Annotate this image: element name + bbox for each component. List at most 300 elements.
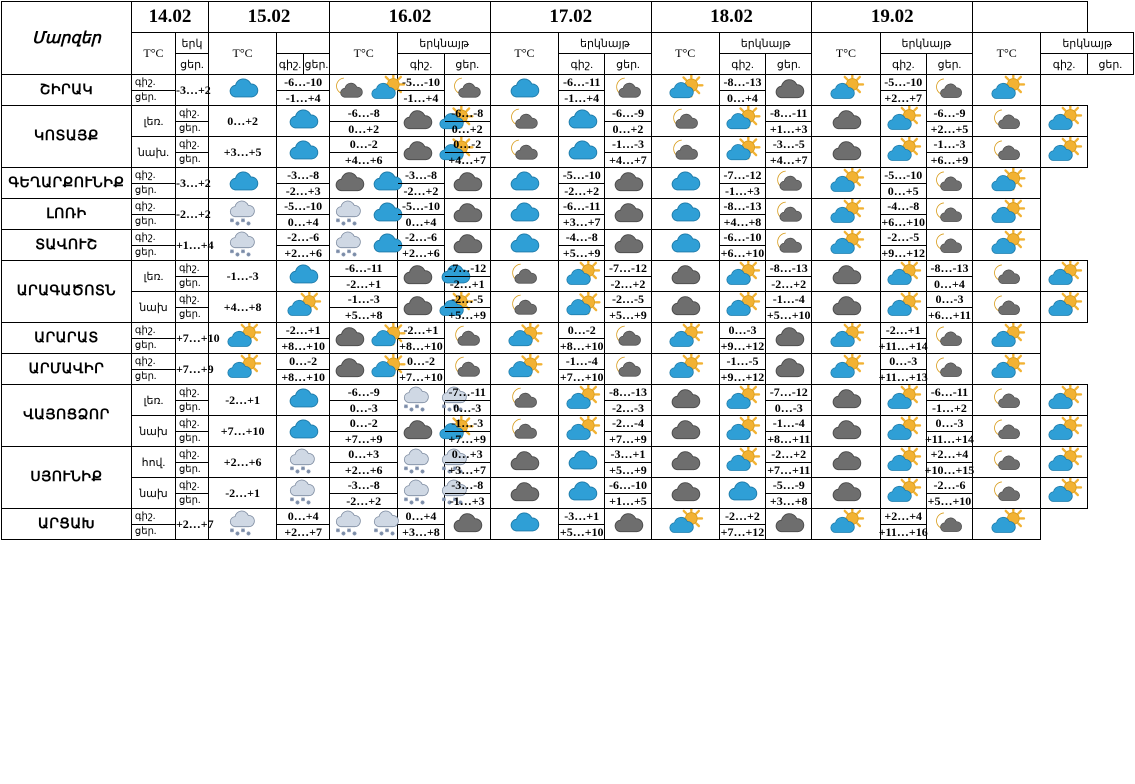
temp-cell: -1…-3 +7…+9: [444, 416, 490, 447]
weather-icon-cell: [812, 416, 880, 447]
weather-icon-cell: [651, 447, 719, 478]
temp-cell: -2…-5 +5…+9: [605, 292, 651, 323]
temp-cell: -1…-3 +6…+9: [926, 137, 972, 168]
weather-icon-cell: [559, 106, 605, 137]
weather-icon-cell: [719, 447, 765, 478]
daynight-labels: [131, 75, 175, 106]
sky-header-2: երկնայթ: [398, 33, 490, 54]
table-row: [2, 261, 1134, 292]
weather-icon-cell: [398, 292, 444, 323]
weather-icon-cell: [719, 106, 765, 137]
sub-region-label: լեռ.: [131, 385, 175, 416]
night-label-2: գիշ.: [398, 54, 444, 75]
daynight-labels: [175, 416, 208, 447]
region-name-cell: ՏԱՎՈՒՇ: [2, 230, 132, 261]
region-name-cell: ԿՈՏԱՅՔ: [2, 106, 132, 168]
night-label: գիշ.: [178, 293, 200, 305]
weather-icon-cell: [277, 292, 330, 323]
night-label: գիշ.: [134, 169, 156, 181]
weather-icon-cell: [812, 292, 880, 323]
weather-icon-cell: [766, 168, 812, 199]
temp-cell: 0…+3 +3…+7: [444, 447, 490, 478]
temp-cell: -6…-11 -1…+2: [926, 385, 972, 416]
weather-icon-cell: [973, 354, 1041, 385]
temp-cell: -1…-3: [208, 261, 276, 292]
sky-header-4: երկնայթ: [719, 33, 811, 54]
temp-cell: -5…-10 0…+4: [277, 199, 330, 230]
temp-cell: -8…-13 0…+4: [719, 75, 765, 106]
weather-icon-cell: [277, 478, 330, 509]
temp-cell: -3…-5 +4…+7: [766, 137, 812, 168]
date-header-4: 18.02: [651, 2, 812, 33]
weather-icon-cell: [880, 292, 926, 323]
weather-icon-cell: [766, 354, 812, 385]
temp-cell: +2…+6: [208, 447, 276, 478]
daynight-labels: [175, 447, 208, 478]
temp-cell: -6…-9 +2…+5: [926, 106, 972, 137]
weather-icon-cell: [926, 509, 972, 540]
temp-cell: -2…-4 +7…+9: [605, 416, 651, 447]
weather-icon-cell: [208, 199, 276, 230]
temp-cell: 0…-2 +4…+6: [330, 137, 398, 168]
night-label: գիշ.: [178, 479, 200, 491]
day-label: ցեր.: [178, 154, 201, 166]
table-row: [2, 509, 1134, 540]
day-label-2: ցեր.: [444, 54, 490, 75]
weather-icon-cell: [605, 168, 651, 199]
temp-cell: -3…+2: [175, 168, 208, 199]
day-label-4: ցեր.: [766, 54, 812, 75]
temp-cell: -3…-8 -2…+3: [277, 168, 330, 199]
weather-icon-cell: [651, 478, 719, 509]
temp-cell: 0…-2 +7…+9: [330, 416, 398, 447]
temp-cell: -8…-13 +4…+8: [719, 199, 765, 230]
temp-cell: -7…-12 0…-3: [766, 385, 812, 416]
temp-cell: -5…-10 0…+5: [880, 168, 926, 199]
weather-icon-cell: [973, 416, 1041, 447]
weather-icon-cell: [926, 323, 972, 354]
temp-header-4: T°C: [651, 33, 719, 75]
night-label: գիշ.: [134, 510, 156, 522]
temp-cell: -7…-12 -2…+1: [444, 261, 490, 292]
day-label-0: ցեր.: [175, 54, 208, 75]
temp-cell: -3…+1 +5…+10: [559, 509, 604, 539]
night-label: գիշ.: [178, 262, 200, 274]
temp-cell: -1…-4 +5…+10: [766, 292, 811, 322]
daynight-labels: [131, 230, 175, 261]
temp-cell: -1…-4 +7…+10: [559, 354, 604, 384]
weather-icon-cell: [880, 261, 926, 292]
sub-region-label: նախ.: [131, 137, 175, 168]
weather-icon-cell: [444, 168, 490, 199]
temp-cell: +2…+4 +11…+16: [878, 509, 928, 539]
weather-icon-cell: [490, 292, 558, 323]
temp-cell: -2…+1 +11…+14: [878, 323, 928, 353]
temp-cell: -3…-8 -1…+3: [444, 478, 490, 509]
weather-icon-cell: [926, 168, 972, 199]
weather-icon-cell: [651, 106, 719, 137]
weather-icon-cell: [559, 447, 605, 478]
temp-header-3: T°C: [490, 33, 558, 75]
temp-cell: -4…-8 +5…+9: [559, 230, 605, 261]
weather-icon-cell: [973, 323, 1041, 354]
weather-icon-cell: [651, 75, 719, 106]
daynight-labels: [175, 478, 208, 509]
temp-cell: -6…-10 -1…+4: [277, 75, 330, 106]
temp-cell: -5…-10 0…+4: [398, 199, 444, 230]
weather-icon-cell: [1041, 447, 1087, 478]
temp-header-1: T°C: [208, 33, 276, 75]
day-label: ցեր.: [134, 216, 157, 228]
day-label: ցեր.: [134, 340, 157, 352]
region-name-cell: ՎԱՅՈՑՁՈՐ: [2, 385, 132, 447]
sub-region-label: նախ: [131, 292, 175, 323]
sub-region-label: լեռ.: [131, 261, 175, 292]
temp-cell: -2…+1 +8…+10: [277, 323, 330, 354]
temp-cell: -8…-11 +1…+3: [766, 106, 812, 137]
weather-icon-cell: [398, 478, 444, 509]
temp-cell: -3…+1 +5…+9: [605, 447, 651, 478]
night-label: գիշ.: [134, 231, 156, 243]
day-label: ցեր.: [178, 309, 201, 321]
weather-icon-cell: [651, 137, 719, 168]
night-label: գիշ.: [178, 386, 200, 398]
temp-cell: 0…-3 +11…+14: [924, 416, 974, 446]
region-title-cell: [2, 2, 132, 75]
weather-icon-cell: [766, 199, 812, 230]
weather-forecast-table: [1, 1, 1134, 540]
night-label: գիշ.: [134, 200, 156, 212]
sub-region-label: հով.: [131, 447, 175, 478]
temp-cell: -2…-5 +5…+9: [444, 292, 490, 323]
weather-icon-cell: [880, 416, 926, 447]
night-label-6: գիշ.: [1041, 54, 1087, 75]
temp-cell: -3…-8 -2…+2: [330, 478, 398, 509]
temp-cell: -8…-13 0…+4: [926, 261, 972, 292]
daynight-labels: [175, 261, 208, 292]
date-header-6: [973, 2, 1088, 33]
weather-icon-cell: [973, 199, 1041, 230]
temp-cell: -5…-10 +2…+7: [880, 75, 926, 106]
weather-icon-cell: [812, 199, 880, 230]
weather-icon-cell: [559, 385, 605, 416]
weather-icon-cell: [208, 509, 276, 540]
table-row: [2, 323, 1134, 354]
sky-header-0: երկ: [175, 33, 208, 54]
weather-icon-cell: [812, 230, 880, 261]
temp-cell: 0…+4 +2…+7: [277, 509, 330, 540]
weather-icon-cell: [277, 385, 330, 416]
weather-icon-cell: [973, 292, 1041, 323]
weather-icon-cell: [559, 478, 605, 509]
temp-cell: -6…-9 0…+2: [605, 106, 651, 137]
weather-icon-cell: [398, 447, 444, 478]
temp-cell: +3…+5: [208, 137, 276, 168]
table-row: [2, 385, 1134, 416]
weather-icon-cell: [651, 261, 719, 292]
weather-icon-cell: [719, 261, 765, 292]
weather-icon-cell: [277, 447, 330, 478]
day-label: ցեր.: [134, 185, 157, 197]
temp-cell: -8…-13 -2…+2: [766, 261, 812, 292]
weather-icon-cell: [330, 509, 398, 540]
date-header-3: 17.02: [490, 2, 651, 33]
weather-icon-cell: [973, 168, 1041, 199]
weather-icon-cell: [330, 230, 398, 261]
weather-icon-cell: [1041, 261, 1087, 292]
temp-cell: -2…+2: [175, 199, 208, 230]
weather-icon-cell: [1041, 106, 1087, 137]
temp-cell: -6…-8 0…+2: [330, 106, 398, 137]
weather-icon-cell: [490, 416, 558, 447]
temp-cell: -5…-9 +3…+8: [766, 478, 812, 509]
weather-icon-cell: [1041, 385, 1087, 416]
weather-icon-cell: [766, 323, 812, 354]
temp-cell: -6…-11 -1…+4: [559, 75, 605, 106]
table-row: [2, 199, 1134, 230]
night-label: գիշ.: [178, 138, 200, 150]
weather-icon-cell: [812, 106, 880, 137]
date-header-0: 14.02: [131, 2, 208, 33]
temp-cell: -2…+2 +7…+12: [720, 509, 765, 539]
weather-icon-cell: [651, 509, 719, 540]
day-label: ցեր.: [178, 402, 201, 414]
header-row-dates: [2, 2, 1134, 33]
temp-cell: -2…-6 +5…+10: [927, 478, 972, 508]
weather-icon-cell: [490, 168, 558, 199]
temp-cell: -7…-12 -2…+2: [605, 261, 651, 292]
weather-icon-cell: [651, 292, 719, 323]
temp-cell: -3…-8 -2…+2: [398, 168, 444, 199]
weather-icon-cell: [812, 354, 880, 385]
table-row: [2, 354, 1134, 385]
weather-icon-cell: [490, 323, 558, 354]
temp-cell: +2…+4 +10…+15: [924, 447, 975, 477]
table-row: [2, 75, 1134, 106]
day-label: ցեր.: [178, 464, 201, 476]
temp-cell: -3…+2: [175, 75, 208, 106]
weather-icon-cell: [277, 137, 330, 168]
weather-icon-cell: [559, 261, 605, 292]
weather-icon-cell: [973, 137, 1041, 168]
weather-icon-cell: [490, 137, 558, 168]
weather-icon-cell: [651, 416, 719, 447]
temp-cell: -4…-8 +6…+10: [881, 199, 926, 229]
weather-icon-cell: [880, 447, 926, 478]
sky-header-1: [277, 33, 330, 54]
weather-icon-cell: [926, 230, 972, 261]
temp-cell: -1…-5 +9…+12: [720, 354, 765, 384]
temp-cell: -2…+1: [208, 478, 276, 509]
temp-cell: -8…-13 -2…-3: [605, 385, 651, 416]
day-label: ցեր.: [134, 371, 157, 383]
weather-icon-cell: [651, 230, 719, 261]
weather-icon-cell: [880, 137, 926, 168]
weather-icon-cell: [277, 261, 330, 292]
weather-icon-cell: [559, 416, 605, 447]
night-label: գիշ.: [178, 448, 200, 460]
night-label: գիշ.: [178, 417, 200, 429]
weather-icon-cell: [973, 75, 1041, 106]
weather-icon-cell: [651, 199, 719, 230]
weather-icon-cell: [812, 168, 880, 199]
weather-icon-cell: [812, 137, 880, 168]
date-header-5: 19.02: [812, 2, 973, 33]
weather-icon-cell: [398, 416, 444, 447]
weather-icon-cell: [719, 137, 765, 168]
region-name-cell: ԱՐԱՐԱՏ: [2, 323, 132, 354]
daynight-labels: [131, 199, 175, 230]
temp-cell: 0…-3 +11…+13: [878, 354, 928, 384]
night-label-4: գիշ.: [719, 54, 765, 75]
weather-icon-cell: [880, 106, 926, 137]
weather-icon-cell: [719, 292, 765, 323]
weather-icon-cell: [973, 478, 1041, 509]
weather-icon-cell: [719, 416, 765, 447]
weather-icon-cell: [1041, 416, 1087, 447]
weather-icon-cell: [605, 230, 651, 261]
weather-icon-cell: [605, 323, 651, 354]
weather-icon-cell: [973, 385, 1041, 416]
weather-icon-cell: [973, 230, 1041, 261]
weather-icon-cell: [719, 478, 765, 509]
weather-icon-cell: [1041, 137, 1087, 168]
region-name-cell: ԱՐՄԱՎԻՐ: [2, 354, 132, 385]
temp-cell: -2…+2 +7…+11: [767, 447, 811, 477]
date-header-2: 16.02: [330, 2, 491, 33]
weather-icon-cell: [812, 261, 880, 292]
region-title-label: Մարզեր: [32, 30, 101, 47]
table-row: [2, 416, 1134, 447]
weather-icon-cell: [208, 75, 276, 106]
weather-icon-cell: [398, 261, 444, 292]
weather-icon-cell: [605, 509, 651, 540]
daynight-labels: [131, 509, 175, 540]
temp-cell: +7…+9: [175, 354, 208, 385]
header-row-subtype: [2, 33, 1134, 54]
weather-icon-cell: [605, 199, 651, 230]
temp-header-5: T°C: [812, 33, 880, 75]
temp-cell: 0…-2 +8…+10: [277, 354, 330, 385]
temp-cell: -2…+1 +8…+10: [399, 323, 443, 353]
weather-icon-cell: [812, 478, 880, 509]
sky-header-5: երկնայթ: [880, 33, 972, 54]
weather-icon-cell: [330, 354, 398, 385]
daynight-labels: [175, 106, 208, 137]
day-label-3: ցեր.: [605, 54, 651, 75]
weather-icon-cell: [605, 354, 651, 385]
sky-header-6: երկնայթ: [1041, 33, 1134, 54]
weather-icon-cell: [973, 261, 1041, 292]
temp-cell: -6…-10 +6…+10: [720, 230, 765, 260]
weather-icon-cell: [490, 75, 558, 106]
daynight-labels: [175, 292, 208, 323]
weather-icon-cell: [444, 323, 490, 354]
daynight-labels: [131, 354, 175, 385]
table-row: [2, 106, 1134, 137]
weather-icon-cell: [398, 137, 444, 168]
temp-cell: -1…-3 +5…+8: [330, 292, 398, 323]
temp-cell: +2…+7: [175, 509, 208, 540]
weather-icon-cell: [973, 106, 1041, 137]
sky-sub-1: գիշ. ցեր.: [277, 54, 330, 75]
temp-cell: -6…-9 0…-3: [330, 385, 398, 416]
daynight-labels: [131, 168, 175, 199]
weather-icon-cell: [444, 199, 490, 230]
temp-cell: 0…-2 +4…+7: [444, 137, 490, 168]
weather-icon-cell: [277, 106, 330, 137]
region-name-cell: ԱՐՑԱԽ: [2, 509, 132, 540]
weather-icon-cell: [926, 354, 972, 385]
weather-icon-cell: [398, 106, 444, 137]
temp-cell: +7…+10: [208, 416, 276, 447]
temp-cell: 0…-2 +7…+10: [399, 354, 443, 384]
weather-icon-cell: [490, 385, 558, 416]
night-label-3: գիշ.: [559, 54, 605, 75]
weather-icon-cell: [490, 447, 558, 478]
table-row: [2, 137, 1134, 168]
temp-cell: +1…+4: [175, 230, 208, 261]
temp-cell: -5…-10 -2…+2: [559, 168, 605, 199]
weather-icon-cell: [973, 447, 1041, 478]
region-name-cell: ԼՈՌԻ: [2, 199, 132, 230]
temp-cell: +7…+10: [175, 323, 208, 354]
table-row: [2, 230, 1134, 261]
weather-icon-cell: [208, 168, 276, 199]
weather-icon-cell: [444, 509, 490, 540]
weather-icon-cell: [926, 75, 972, 106]
night-label: գիշ.: [134, 324, 156, 336]
weather-icon-cell: [490, 509, 558, 540]
weather-icon-cell: [208, 354, 276, 385]
weather-icon-cell: [812, 75, 880, 106]
weather-icon-cell: [490, 230, 558, 261]
temp-cell: -2…-6 +2…+6: [277, 230, 330, 261]
daynight-labels: [175, 137, 208, 168]
night-label: գիշ.: [178, 107, 200, 119]
weather-icon-cell: [605, 75, 651, 106]
weather-icon-cell: [719, 385, 765, 416]
region-name-cell: ՇԻՐԱԿ: [2, 75, 132, 106]
weather-icon-cell: [766, 75, 812, 106]
weather-icon-cell: [444, 230, 490, 261]
weather-icon-cell: [926, 199, 972, 230]
weather-icon-cell: [651, 323, 719, 354]
weather-icon-cell: [812, 509, 880, 540]
sky-header-3: երկնայթ: [559, 33, 651, 54]
weather-icon-cell: [559, 292, 605, 323]
weather-icon-cell: [490, 106, 558, 137]
temp-cell: 0…-3 +9…+12: [720, 323, 765, 353]
weather-icon-cell: [1041, 292, 1087, 323]
temp-cell: -6…-10 +1…+5: [605, 478, 651, 509]
weather-icon-cell: [277, 416, 330, 447]
day-label: ցեր.: [134, 247, 157, 259]
sub-region-label: նախ: [131, 416, 175, 447]
temp-header-2: T°C: [330, 33, 398, 75]
temp-cell: -6…-11 -2…+1: [330, 261, 398, 292]
temp-cell: -1…-3 +4…+7: [605, 137, 651, 168]
day-label-5: ցեր.: [926, 54, 972, 75]
temp-cell: 0…+3 +2…+6: [330, 447, 398, 478]
weather-icon-cell: [490, 478, 558, 509]
region-name-cell: ԳԵՂԱՐՔՈՒՆԻՔ: [2, 168, 132, 199]
weather-icon-cell: [1041, 478, 1087, 509]
weather-icon-cell: [398, 385, 444, 416]
day-label: ցեր.: [178, 433, 201, 445]
weather-icon-cell: [973, 509, 1041, 540]
temp-cell: 0…-3 +6…+11: [927, 292, 971, 322]
